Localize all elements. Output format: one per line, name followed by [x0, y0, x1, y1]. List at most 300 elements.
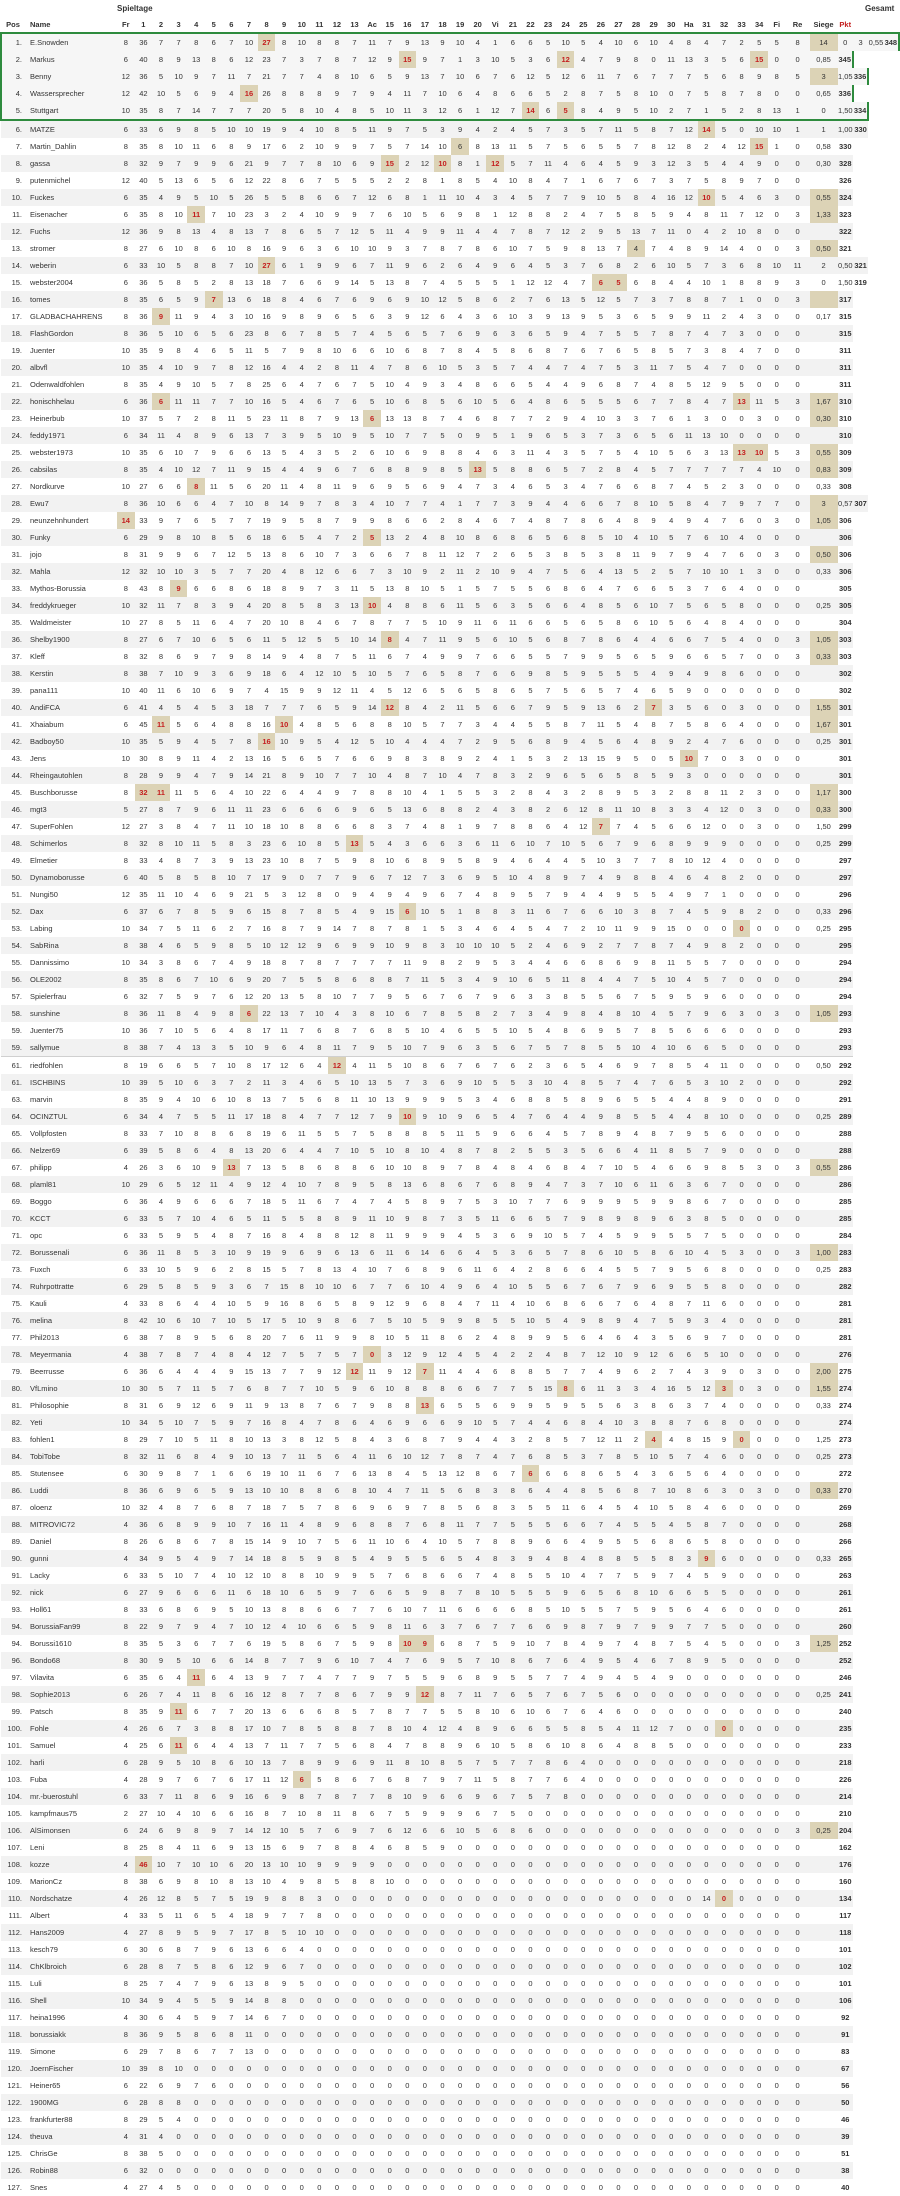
matchday-score-cell: 6 — [504, 1210, 522, 1227]
table-row — [1, 988, 899, 1005]
player-name-link[interactable]: harli — [25, 1754, 117, 1771]
player-name-link[interactable]: Phil2013 — [30, 1333, 60, 1342]
matchday-score-cell: 0 — [698, 1822, 716, 1839]
player-name-link[interactable]: Holl61 — [30, 1605, 52, 1614]
matchday-score-cell: 26 — [135, 1890, 153, 1907]
player-name-link[interactable]: Meyermania — [25, 1346, 117, 1363]
matchday-score-cell: 9 — [311, 1550, 329, 1567]
matchday-score-cell: 10 — [715, 529, 733, 546]
matchday-score-cell: 10 — [170, 665, 188, 682]
matchday-score-cell: 12 — [187, 461, 205, 478]
matchday-score-cell: 9 — [451, 631, 469, 648]
matchday-score-cell: 4 — [633, 686, 639, 695]
matchday-score-cell: 8 — [440, 822, 445, 831]
matchday-score-cell: 4 — [370, 1843, 375, 1852]
player-name-link[interactable]: AlSimonsen — [25, 1822, 117, 1839]
player-name-link[interactable]: VfLmino — [25, 1380, 117, 1397]
matchday-score-cell: 0 — [399, 1856, 417, 1873]
matchday-score-cell: 11 — [227, 414, 236, 423]
player-name-link[interactable]: webster1973 — [30, 448, 73, 457]
matchday-score-cell: 7 — [170, 801, 188, 818]
player-name-link[interactable]: mgt3 — [25, 801, 117, 818]
matchday-score-cell: 10 — [557, 835, 575, 852]
matchday-score-cell: 0 — [680, 223, 698, 240]
player-name-link[interactable]: nick — [25, 1584, 117, 1601]
player-name-link[interactable]: Stuttgart — [25, 102, 117, 120]
matchday-score-cell: 0 — [774, 1741, 779, 1750]
wins-cell — [810, 1924, 838, 1941]
matchday-score-cell: 14 — [117, 512, 135, 529]
matchday-score-cell: 10 — [403, 1163, 412, 1172]
player-name-link[interactable]: sunshine — [25, 1005, 117, 1022]
player-name-link[interactable]: AndiFCA — [25, 699, 117, 716]
player-name-link[interactable]: feddy1971 — [25, 427, 117, 444]
matchday-score-cell: 5 — [633, 1163, 639, 1172]
matchday-score-cell: 9 — [434, 223, 452, 240]
player-name-link[interactable]: MITROVIC72 — [25, 1516, 117, 1533]
matchday-score-cell: 0 — [795, 1911, 800, 1920]
player-name-link[interactable]: Borussi1610 — [30, 1639, 72, 1648]
matchday-score-cell: 6 — [616, 1095, 621, 1104]
matchday-score-cell: 9 — [328, 1754, 346, 1771]
matchday-score-cell: 6 — [158, 1945, 164, 1954]
player-name-link[interactable]: plaml81 — [25, 1176, 117, 1193]
matchday-score-cell: 11 — [152, 716, 170, 733]
player-name-link[interactable]: Albert — [30, 1911, 50, 1920]
matchday-score-cell: 9 — [440, 1197, 445, 1206]
player-name-link[interactable]: philipp — [30, 1163, 52, 1172]
matchday-score-cell: 8 — [194, 244, 199, 253]
matchday-score-cell: 10 — [117, 1380, 135, 1397]
player-name-link[interactable]: Fohle — [25, 1720, 117, 1737]
matchday-score-cell: 9 — [275, 1788, 293, 1805]
matchday-score-cell: 9 — [486, 733, 504, 750]
player-name-link[interactable]: kampfmaus75 — [30, 1809, 78, 1818]
player-name-link[interactable]: melina — [25, 1312, 117, 1329]
player-name-link[interactable]: kozze — [25, 1856, 117, 1873]
matchday-score-cell: 5 — [545, 1605, 551, 1614]
matchday-score-cell: 6 — [416, 1176, 434, 1193]
matchday-score-cell: 5 — [651, 312, 656, 321]
matchday-score-cell: 5 — [317, 1129, 322, 1138]
matchday-score-cell: 0 — [346, 1890, 364, 1907]
player-name-link[interactable]: Benny — [25, 68, 117, 85]
player-name-link[interactable]: SabRina — [25, 937, 117, 954]
player-name-link[interactable]: mr.-buerostuhl — [25, 1788, 117, 1805]
matchday-score-cell: 8 — [627, 1482, 645, 1499]
matchday-score-cell: 9 — [416, 1635, 434, 1652]
player-name-link[interactable]: MarionCz — [30, 1877, 63, 1886]
player-name-link[interactable]: stromer — [30, 244, 56, 253]
matchday-score-cell: 10 — [328, 427, 346, 444]
player-name-link[interactable]: Jens — [30, 754, 46, 763]
player-name-link[interactable]: Buschborusse — [30, 788, 78, 797]
matchday-score-cell: 7 — [211, 210, 216, 219]
player-name-link[interactable]: webster2004 — [30, 278, 73, 287]
matchday-score-cell: 9 — [293, 733, 311, 750]
matchday-score-cell: 6 — [557, 529, 575, 546]
matchday-score-cell: 12 — [117, 68, 135, 85]
matchday-score-cell: 9 — [733, 495, 751, 512]
matchday-score-cell: 0 — [757, 1707, 762, 1716]
player-name-link[interactable]: Juenter75 — [30, 1026, 64, 1035]
player-name-link[interactable]: OLE2002 — [25, 971, 117, 988]
matchday-score-cell: 0 — [592, 1856, 610, 1873]
matchday-score-cell: 0 — [721, 1741, 727, 1750]
matchday-score-cell: 9 — [416, 223, 434, 240]
matchday-score-cell: 0 — [757, 1775, 762, 1784]
player-name-link[interactable]: Leni — [30, 1843, 45, 1852]
matchday-score-cell: 10 — [645, 597, 663, 614]
matchday-score-cell: 5 — [469, 597, 487, 614]
table-row — [1, 240, 899, 257]
player-name-link[interactable]: Boggo — [30, 1197, 52, 1206]
points-cell: 274 — [838, 1380, 853, 1397]
matchday-score-cell: 5 — [176, 1265, 181, 1274]
matchday-score-cell: 10 — [469, 393, 487, 410]
player-name-link[interactable]: Fuba — [30, 1775, 48, 1784]
matchday-score-cell: 4 — [275, 563, 293, 580]
matchday-score-cell: 8 — [381, 461, 399, 478]
matchday-score-cell: 10 — [684, 856, 693, 865]
matchday-score-cell: 5 — [680, 1516, 698, 1533]
matchday-score-cell: 8 — [211, 414, 216, 423]
player-name-link[interactable]: Juenter — [30, 346, 56, 355]
player-name-link[interactable]: Elmetier — [30, 856, 58, 865]
matchday-score-cell: 9 — [387, 754, 392, 763]
matchday-score-cell: 5 — [592, 1686, 610, 1703]
matchday-score-cell: 3 — [387, 1435, 392, 1444]
points-cell: 281 — [838, 1333, 852, 1342]
matchday-score-cell: 8 — [563, 1163, 568, 1172]
matchday-score-cell: 0 — [539, 1856, 557, 1873]
matchday-score-cell: 16 — [662, 189, 680, 206]
matchday-score-cell: 3 — [522, 1074, 540, 1091]
player-name-link[interactable]: freddykrueger — [25, 597, 117, 614]
player-name-link[interactable]: Markus — [25, 51, 117, 68]
player-name-link[interactable]: Patsch — [30, 1707, 53, 1716]
player-name-link[interactable]: honischhelau — [25, 393, 117, 410]
matchday-score-cell: 8 — [117, 835, 135, 852]
player-name-link[interactable]: Dax — [25, 903, 117, 920]
matchday-score-cell: 8 — [475, 1163, 480, 1172]
matchday-score-cell: 8 — [610, 257, 628, 274]
matchday-score-cell: 7 — [299, 924, 304, 933]
player-name-link[interactable]: Vilavita — [30, 1673, 55, 1682]
matchday-score-cell: 6 — [117, 1278, 135, 1295]
matchday-score-cell: 10 — [311, 1380, 329, 1397]
matchday-score-cell: 5 — [704, 482, 709, 491]
matchday-score-cell: 5 — [592, 733, 610, 750]
player-name-link[interactable]: Rheingautohlen — [25, 767, 117, 784]
matchday-score-cell: 4 — [698, 495, 716, 512]
player-name-link[interactable]: riedfohlen — [25, 1057, 117, 1075]
player-name-link[interactable]: putenmichel — [30, 176, 71, 185]
matchday-score-cell: 0 — [750, 1890, 768, 1907]
player-name-link[interactable]: Funky — [25, 529, 117, 546]
player-name-link[interactable]: FlashGordon — [25, 325, 117, 342]
matchday-score-cell: 10 — [205, 189, 223, 206]
player-name-link[interactable]: TobiTobe — [25, 1448, 117, 1465]
points-cell: 288 — [838, 1142, 853, 1159]
matchday-score-cell: 6 — [662, 1584, 680, 1601]
player-name-link[interactable]: Nordschatze — [25, 1890, 117, 1907]
points-cell: 302 — [838, 665, 853, 682]
player-name-link[interactable]: Fuxch — [30, 1265, 51, 1274]
player-name-link[interactable]: oloenz — [30, 1503, 53, 1512]
player-name-link[interactable]: Kerstin — [25, 665, 117, 682]
matchday-score-cell: 0 — [733, 835, 751, 852]
player-name-link[interactable]: Bondo68 — [25, 1652, 117, 1669]
player-name-link[interactable]: Badboy50 — [25, 733, 117, 750]
player-name-link[interactable]: MATZE — [25, 120, 117, 138]
player-name-link[interactable]: albvfl — [25, 359, 117, 376]
matchday-score-cell: 9 — [311, 257, 329, 274]
matchday-score-cell: 5 — [704, 958, 709, 967]
matchday-score-cell: 8 — [416, 1057, 434, 1075]
player-name-link[interactable]: Vollpfosten — [30, 1129, 67, 1138]
matchday-score-cell: 6 — [545, 1163, 551, 1172]
matchday-score-cell: 8 — [405, 1401, 410, 1410]
matchday-score-cell: 6 — [627, 427, 645, 444]
player-name-link[interactable]: cabsilas — [25, 461, 117, 478]
player-name-link[interactable]: Mythos-Borussia — [30, 584, 86, 593]
matchday-score-cell: 8 — [715, 937, 733, 954]
matchday-score-cell: 5 — [574, 1142, 592, 1159]
matchday-score-cell: 3 — [229, 312, 234, 321]
player-name-link[interactable]: Eisenacher — [30, 210, 68, 219]
matchday-score-cell: 28 — [139, 1775, 148, 1784]
matchday-score-cell: 6 — [211, 142, 216, 151]
matchday-score-cell: 6 — [187, 1584, 205, 1601]
matchday-score-cell: 4 — [704, 1605, 709, 1614]
matchday-score-cell: 7 — [504, 359, 522, 376]
player-name-link[interactable]: Yeti — [25, 1414, 117, 1431]
matchday-score-cell: 8 — [187, 1448, 205, 1465]
matchday-score-cell: 8 — [293, 1278, 311, 1295]
player-name-link[interactable]: Kauli — [30, 1299, 47, 1308]
matchday-score-cell: 10 — [275, 733, 293, 750]
table-header-row — [1, 17, 899, 33]
matchday-score-cell: 6 — [504, 393, 522, 410]
position-cell: 23. — [11, 414, 22, 423]
table-row — [1, 1856, 899, 1873]
matchday-score-cell: 6 — [317, 1026, 322, 1035]
matchday-score-cell: 4 — [557, 1312, 575, 1329]
player-name-link[interactable]: Shelby1900 — [25, 631, 117, 648]
player-name-link[interactable]: Fuckes — [25, 189, 117, 206]
matchday-score-cell: 8 — [328, 1686, 346, 1703]
player-name-link[interactable]: neunzehnhundert — [30, 516, 89, 525]
matchday-score-cell: 11 — [526, 448, 535, 457]
player-name-link[interactable]: Waldmeister — [30, 618, 72, 627]
player-name-link[interactable]: Philosophie — [30, 1401, 69, 1410]
matchday-score-cell: 3 — [633, 1401, 639, 1410]
points-cell: 265 — [838, 1550, 853, 1567]
matchday-score-cell: 7 — [299, 1911, 304, 1920]
player-name-link[interactable]: Xhaiabum — [30, 720, 64, 729]
player-name-link[interactable]: Dynamoborusse — [25, 869, 117, 886]
matchday-score-cell: 8 — [282, 1571, 287, 1580]
matchday-score-cell: 0 — [504, 1856, 522, 1873]
matchday-score-cell: 0 — [757, 1129, 762, 1138]
matchday-score-cell: 0 — [434, 1890, 452, 1907]
player-name-link[interactable]: weberin — [25, 257, 117, 274]
matchday-score-cell: 9 — [486, 1720, 504, 1737]
matchday-score-cell: 0 — [750, 835, 768, 852]
player-name-link[interactable]: Schimerlos — [25, 835, 117, 852]
player-name-link[interactable]: GLADBACHAHRENS — [30, 312, 103, 321]
matchday-score-cell: 6 — [194, 1741, 199, 1750]
matchday-score-cell: 6 — [662, 1210, 680, 1227]
matchday-score-cell: 6 — [715, 68, 733, 85]
matchday-score-cell: 9 — [229, 890, 234, 899]
matchday-score-cell: 7 — [275, 1448, 293, 1465]
matchday-score-cell: 6 — [598, 1469, 603, 1478]
matchday-score-cell: 9 — [211, 448, 216, 457]
matchday-score-cell: 8 — [440, 754, 445, 763]
player-name-link[interactable]: Mahla — [25, 563, 117, 580]
matchday-score-cell: 0 — [539, 1924, 557, 1941]
player-name-link[interactable]: Dannissimo — [30, 958, 70, 967]
player-name-link[interactable]: Hans2009 — [25, 1924, 117, 1941]
player-name-link[interactable]: gunni — [25, 1550, 117, 1567]
matchday-score-cell: 10 — [192, 686, 201, 695]
matchday-score-cell: 10 — [561, 1741, 570, 1750]
matchday-score-cell: 7 — [211, 652, 216, 661]
player-name-link[interactable]: Luddi — [25, 1482, 117, 1499]
matchday-score-cell: 5 — [662, 1448, 680, 1465]
matchday-score-cell: 18 — [258, 665, 276, 682]
player-name-link[interactable]: Ewu7 — [25, 495, 117, 512]
player-name-link[interactable]: Beerrusse — [30, 1367, 65, 1376]
matchday-score-cell: 4 — [739, 312, 744, 321]
matchday-score-cell: 0 — [598, 1775, 603, 1784]
matchday-score-cell: 8 — [440, 1333, 445, 1342]
matchday-score-cell: 0 — [774, 414, 779, 423]
matchday-score-cell: 8 — [645, 869, 663, 886]
player-name-link[interactable]: Wassersprecher — [25, 85, 117, 102]
column-header: 34 — [750, 17, 768, 33]
matchday-score-cell: 13 — [698, 427, 716, 444]
matchday-score-cell: 8 — [610, 1448, 628, 1465]
position-cell: 92. — [1, 1584, 25, 1601]
player-name-link[interactable]: OCINZTUL — [25, 1108, 117, 1125]
player-name-link[interactable]: marvin — [30, 1095, 53, 1104]
matchday-score-cell: 7 — [475, 652, 480, 661]
player-name-link[interactable]: sallymue — [25, 1039, 117, 1057]
matchday-score-cell: 12 — [227, 550, 236, 559]
matchday-score-cell: 0 — [574, 1822, 592, 1839]
matchday-score-cell: 12 — [592, 291, 610, 308]
player-name-link[interactable]: Spielerfrau — [30, 992, 67, 1001]
player-name-link[interactable]: Daniel — [30, 1537, 52, 1546]
player-name-link[interactable]: E.Snowden — [25, 33, 117, 51]
player-name-link[interactable]: pana111 — [30, 686, 59, 695]
matchday-score-cell: 7 — [211, 1639, 216, 1648]
player-name-link[interactable]: Lacky — [30, 1571, 50, 1580]
player-name-link[interactable]: Kleff — [30, 652, 45, 661]
matchday-score-cell: 10 — [385, 448, 394, 457]
matchday-score-cell: 8 — [117, 495, 135, 512]
player-name-link[interactable]: Nungi50 — [30, 890, 58, 899]
matchday-score-cell: 9 — [522, 665, 540, 682]
matchday-score-cell: 7 — [627, 971, 645, 988]
matchday-score-cell: 6 — [240, 291, 258, 308]
matchday-score-cell: 9 — [363, 903, 381, 920]
matchday-score-cell: 7 — [686, 346, 691, 355]
player-name-link[interactable]: Borussenali — [25, 1244, 117, 1261]
matchday-score-cell: 0 — [739, 1571, 744, 1580]
matchday-score-cell: 9 — [469, 869, 487, 886]
player-name-link[interactable]: gassa — [25, 155, 117, 172]
player-name-link[interactable]: kesch79 — [30, 1945, 58, 1954]
matchday-score-cell: 9 — [387, 482, 392, 491]
points-cell: 270 — [838, 1482, 853, 1499]
matchday-score-cell: 6 — [545, 822, 551, 831]
player-name-link[interactable]: KCCT — [25, 1210, 117, 1227]
matchday-score-cell: 7 — [311, 1822, 329, 1839]
wins-cell — [810, 1890, 838, 1907]
matchday-score-cell: 4 — [311, 1142, 329, 1159]
matchday-score-cell: 4 — [563, 856, 568, 865]
player-name-link[interactable]: Labing — [30, 924, 53, 933]
position-cell: 86. — [1, 1482, 25, 1499]
matchday-score-cell: 0 — [786, 1788, 810, 1805]
matchday-score-cell: 10 — [328, 1278, 346, 1295]
player-name-link[interactable]: jojo — [30, 550, 42, 559]
matchday-score-cell: 12 — [381, 699, 399, 716]
player-name-link[interactable]: Heinerbub — [30, 414, 65, 423]
player-name-link[interactable]: Odenwaldfohlen — [30, 380, 85, 389]
matchday-score-cell: 4 — [194, 890, 199, 899]
player-name-link[interactable]: fohlen1 — [30, 1435, 55, 1444]
player-name-link[interactable]: Nelzer69 — [25, 1142, 117, 1159]
matchday-score-cell: 8 — [510, 1775, 515, 1784]
matchday-score-cell: 8 — [370, 720, 375, 729]
matchday-score-cell: 4 — [475, 924, 480, 933]
player-name-link[interactable]: opc — [30, 1231, 43, 1240]
position-cell: 37. — [11, 652, 22, 661]
matchday-score-cell: 0 — [750, 1176, 768, 1193]
table-row — [1, 971, 899, 988]
player-name-link[interactable]: Martin_Dahlin — [30, 142, 77, 151]
player-name-link[interactable]: Stutensee — [30, 1469, 64, 1478]
matchday-score-cell: 5 — [246, 550, 252, 559]
player-name-link[interactable]: tomes — [25, 291, 117, 308]
matchday-score-cell: 4 — [299, 652, 304, 661]
player-name-link[interactable]: Sophie2013 — [25, 1686, 117, 1703]
player-name-link[interactable]: ISCHBINS — [25, 1074, 117, 1091]
matchday-score-cell: 6 — [346, 1516, 364, 1533]
matchday-score-cell: 11 — [702, 312, 711, 321]
matchday-score-cell: 10 — [117, 102, 135, 120]
matchday-score-cell: 6 — [123, 1333, 128, 1342]
matchday-score-cell: 8 — [387, 1026, 392, 1035]
player-name-link[interactable]: SuperFohlen — [30, 822, 73, 831]
player-name-link[interactable]: Nordkurve — [30, 482, 65, 491]
matchday-score-cell: 7 — [592, 1176, 610, 1193]
matchday-score-cell: 5 — [334, 448, 339, 457]
matchday-score-cell: 7 — [669, 482, 674, 491]
matchday-score-cell: 8 — [704, 1095, 709, 1104]
player-name-link[interactable]: BorussiaFan99 — [25, 1618, 117, 1635]
matchday-score-cell: 5 — [405, 1197, 410, 1206]
player-name-link[interactable]: Ruhrpottratte — [25, 1278, 117, 1295]
player-name-link[interactable]: Fuchs — [25, 223, 117, 240]
matchday-score-cell: 10 — [363, 597, 381, 614]
player-name-link[interactable]: Samuel — [30, 1741, 56, 1750]
